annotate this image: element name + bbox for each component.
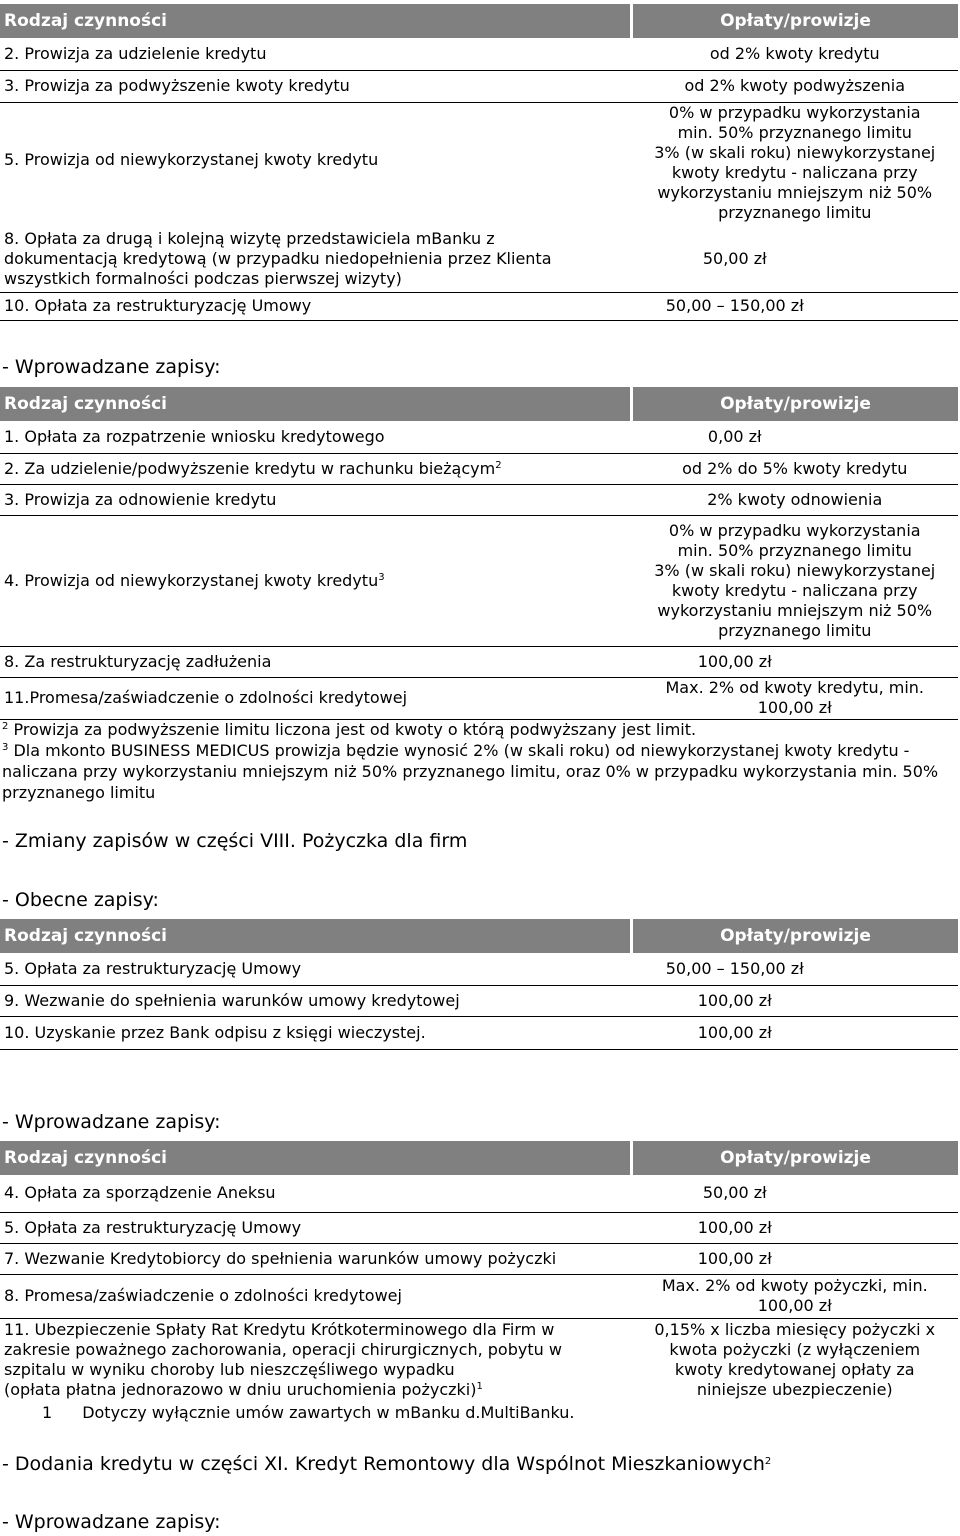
row-value: 50,00 zł [632,1175,959,1212]
table-header [0,1141,958,1175]
table-row [0,421,958,453]
footnote-2: $^2$ Prowizja za podwyższenie limitu liczona jest od kwoty o którą podwyższany jest limit. [2,720,697,739]
header-fees: Opłaty/prowizje [632,4,959,38]
row-label: 7. Wezwanie Kredytobiorcy do spełnienia warunków umowy pożyczki [0,1243,632,1274]
header-activity: Rodzaj czynności [0,387,632,421]
row-label: 4. Prowizja od niewykorzystanej kwoty kredytu$^3$ [0,515,632,646]
row-label: 8. Opłata za drugą i kolejną wizytę przedstawiciela mBanku z dokumentacją kredytową (w przypadku niedopełnienia przez Klienta wszystkich formalności podczas pierwszej wizyty) [0,227,632,292]
header-activity: Rodzaj czynności [0,919,632,953]
row-label: 2. Za udzielenie/podwyższenie kredytu w rachunku bieżącym$^2$ [0,453,632,484]
row-label: 2. Prowizja za udzielenie kredytu [0,38,632,70]
row-label: 11.Promesa/zaświadczenie o zdolności kredytowej [0,677,632,719]
table-row [0,515,958,646]
row-value: od 2% kwoty podwyższenia [632,70,959,102]
header-fees: Opłaty/prowizje [632,1141,959,1175]
loan-fees-table-current [0,919,958,1050]
row-value: 2% kwoty odnowienia [632,484,959,515]
row-label: 8. Promesa/zaświadczenie o zdolności kredytowej [0,1274,632,1318]
table-row [0,102,958,227]
loan-fees-table-new [0,1141,958,1402]
footnote-1: 1 Dotyczy wyłącznie umów zawartych w mBanku d.MultiBanku. [42,1403,575,1422]
table-row [0,38,958,70]
header-activity: Rodzaj czynności [0,1141,632,1175]
row-value: 0,00 zł [632,421,959,453]
row-label: 5. Opłata za restrukturyzację Umowy [0,1212,632,1243]
table-row [0,70,958,102]
section-heading: - Obecne zapisy: [2,889,159,911]
row-value: 50,00 – 150,00 zł [632,292,959,320]
table-row [0,1274,958,1318]
footnote-3: $^3$ Dla mkonto BUSINESS MEDICUS prowizja będzie wynosić 2% (w skali roku) od niewykorzystanej kwoty kredytu - naliczana przy wykorzystaniu mniejszym niż 50% przyznanego limitu, oraz 0% w przypadku wykorzystania min. 50% przyznanego limitu [2,741,939,802]
row-label: 10. Opłata za restrukturyzację Umowy [0,292,632,320]
table-row [0,1212,958,1243]
table-row [0,1243,958,1274]
row-value: 0,15% x liczba miesięcy pożyczki x kwota pożyczki (z wyłączeniem kwoty kredytowanej opłaty za niniejsze ubezpieczenie) [654,1320,936,1400]
table-header [0,387,958,421]
row-label: 3. Prowizja za odnowienie kredytu [0,484,632,515]
row-label: 5. Prowizja od niewykorzystanej kwoty kredytu [4,149,379,169]
table-row [0,953,958,985]
fees-table-new [0,387,958,720]
row-value: 100,00 zł [632,985,959,1016]
row-label: 10. Uzyskanie przez Bank odpisu z księgi wieczystej. [0,1016,632,1049]
row-value: od 2% kwoty kredytu [632,38,959,70]
section-heading: - Wprowadzane zapisy: [2,356,221,378]
row-value: Max. 2% od kwoty pożyczki, min. 100,00 zł [632,1274,959,1318]
section-heading: - Dodania kredytu w części XI. Kredyt Remontowy dla Wspólnot Mieszkaniowych$^2$ [2,1453,772,1475]
row-label: 1. Opłata za rozpatrzenie wniosku kredytowego [0,421,632,453]
section-heading: - Wprowadzane zapisy: [2,1511,221,1533]
row-value: 100,00 zł [632,1243,959,1274]
table-row [0,1318,958,1402]
table-row [0,484,958,515]
row-value: 100,00 zł [632,1016,959,1049]
row-label: 4. Opłata za sporządzenie Aneksu [0,1175,632,1212]
table-header [0,919,958,953]
table-row [0,646,958,677]
table-header [0,4,958,38]
table-row [0,292,958,320]
header-fees: Opłaty/prowizje [632,919,959,953]
table-row [0,1175,958,1212]
fees-table-current [0,4,958,321]
row-value: Max. 2% od kwoty kredytu, min. 100,00 zł [632,677,959,719]
row-label: 11. Ubezpieczenie Spłaty Rat Kredytu Krótkoterminowego dla Firm w zakresie poważnego zachorowania, operacji chirurgicznych, pobytu w szpitalu w wyniku choroby lub nieszczęśliwego wypadku (opłata płatna jednorazowo w dniu uruchomienia pożyczki)$^1$ [4,1320,562,1400]
header-fees: Opłaty/prowizje [632,387,959,421]
table-row [0,677,958,719]
table-row [0,227,958,292]
table-row [0,453,958,484]
section-heading: - Wprowadzane zapisy: [2,1111,221,1133]
row-value: 50,00 – 150,00 zł [632,953,959,985]
row-value: 0% w przypadku wykorzystania min. 50% przyznanego limitu 3% (w skali roku) niewykorzystanej kwoty kredytu - naliczana przy wykorzystaniu mniejszym niż 50% przyznanego limitu [654,102,936,222]
row-value: od 2% do 5% kwoty kredytu [632,453,959,484]
row-value: 100,00 zł [632,1212,959,1243]
header-activity: Rodzaj czynności [0,4,632,38]
row-value: 50,00 zł [632,227,959,292]
table-row [0,1016,958,1049]
row-label: 5. Opłata za restrukturyzację Umowy [0,953,632,985]
row-value: 0% w przypadku wykorzystania min. 50% przyznanego limitu 3% (w skali roku) niewykorzystanej kwoty kredytu - naliczana przy wykorzystaniu mniejszym niż 50% przyznanego limitu [632,515,959,646]
row-label: 8. Za restrukturyzację zadłużenia [0,646,632,677]
section-heading: - Zmiany zapisów w części VIII. Pożyczka dla firm [2,830,468,852]
row-value: 100,00 zł [632,646,959,677]
row-label: 3. Prowizja za podwyższenie kwoty kredytu [0,70,632,102]
row-label: 9. Wezwanie do spełnienia warunków umowy kredytowej [0,985,632,1016]
table-row [0,985,958,1016]
